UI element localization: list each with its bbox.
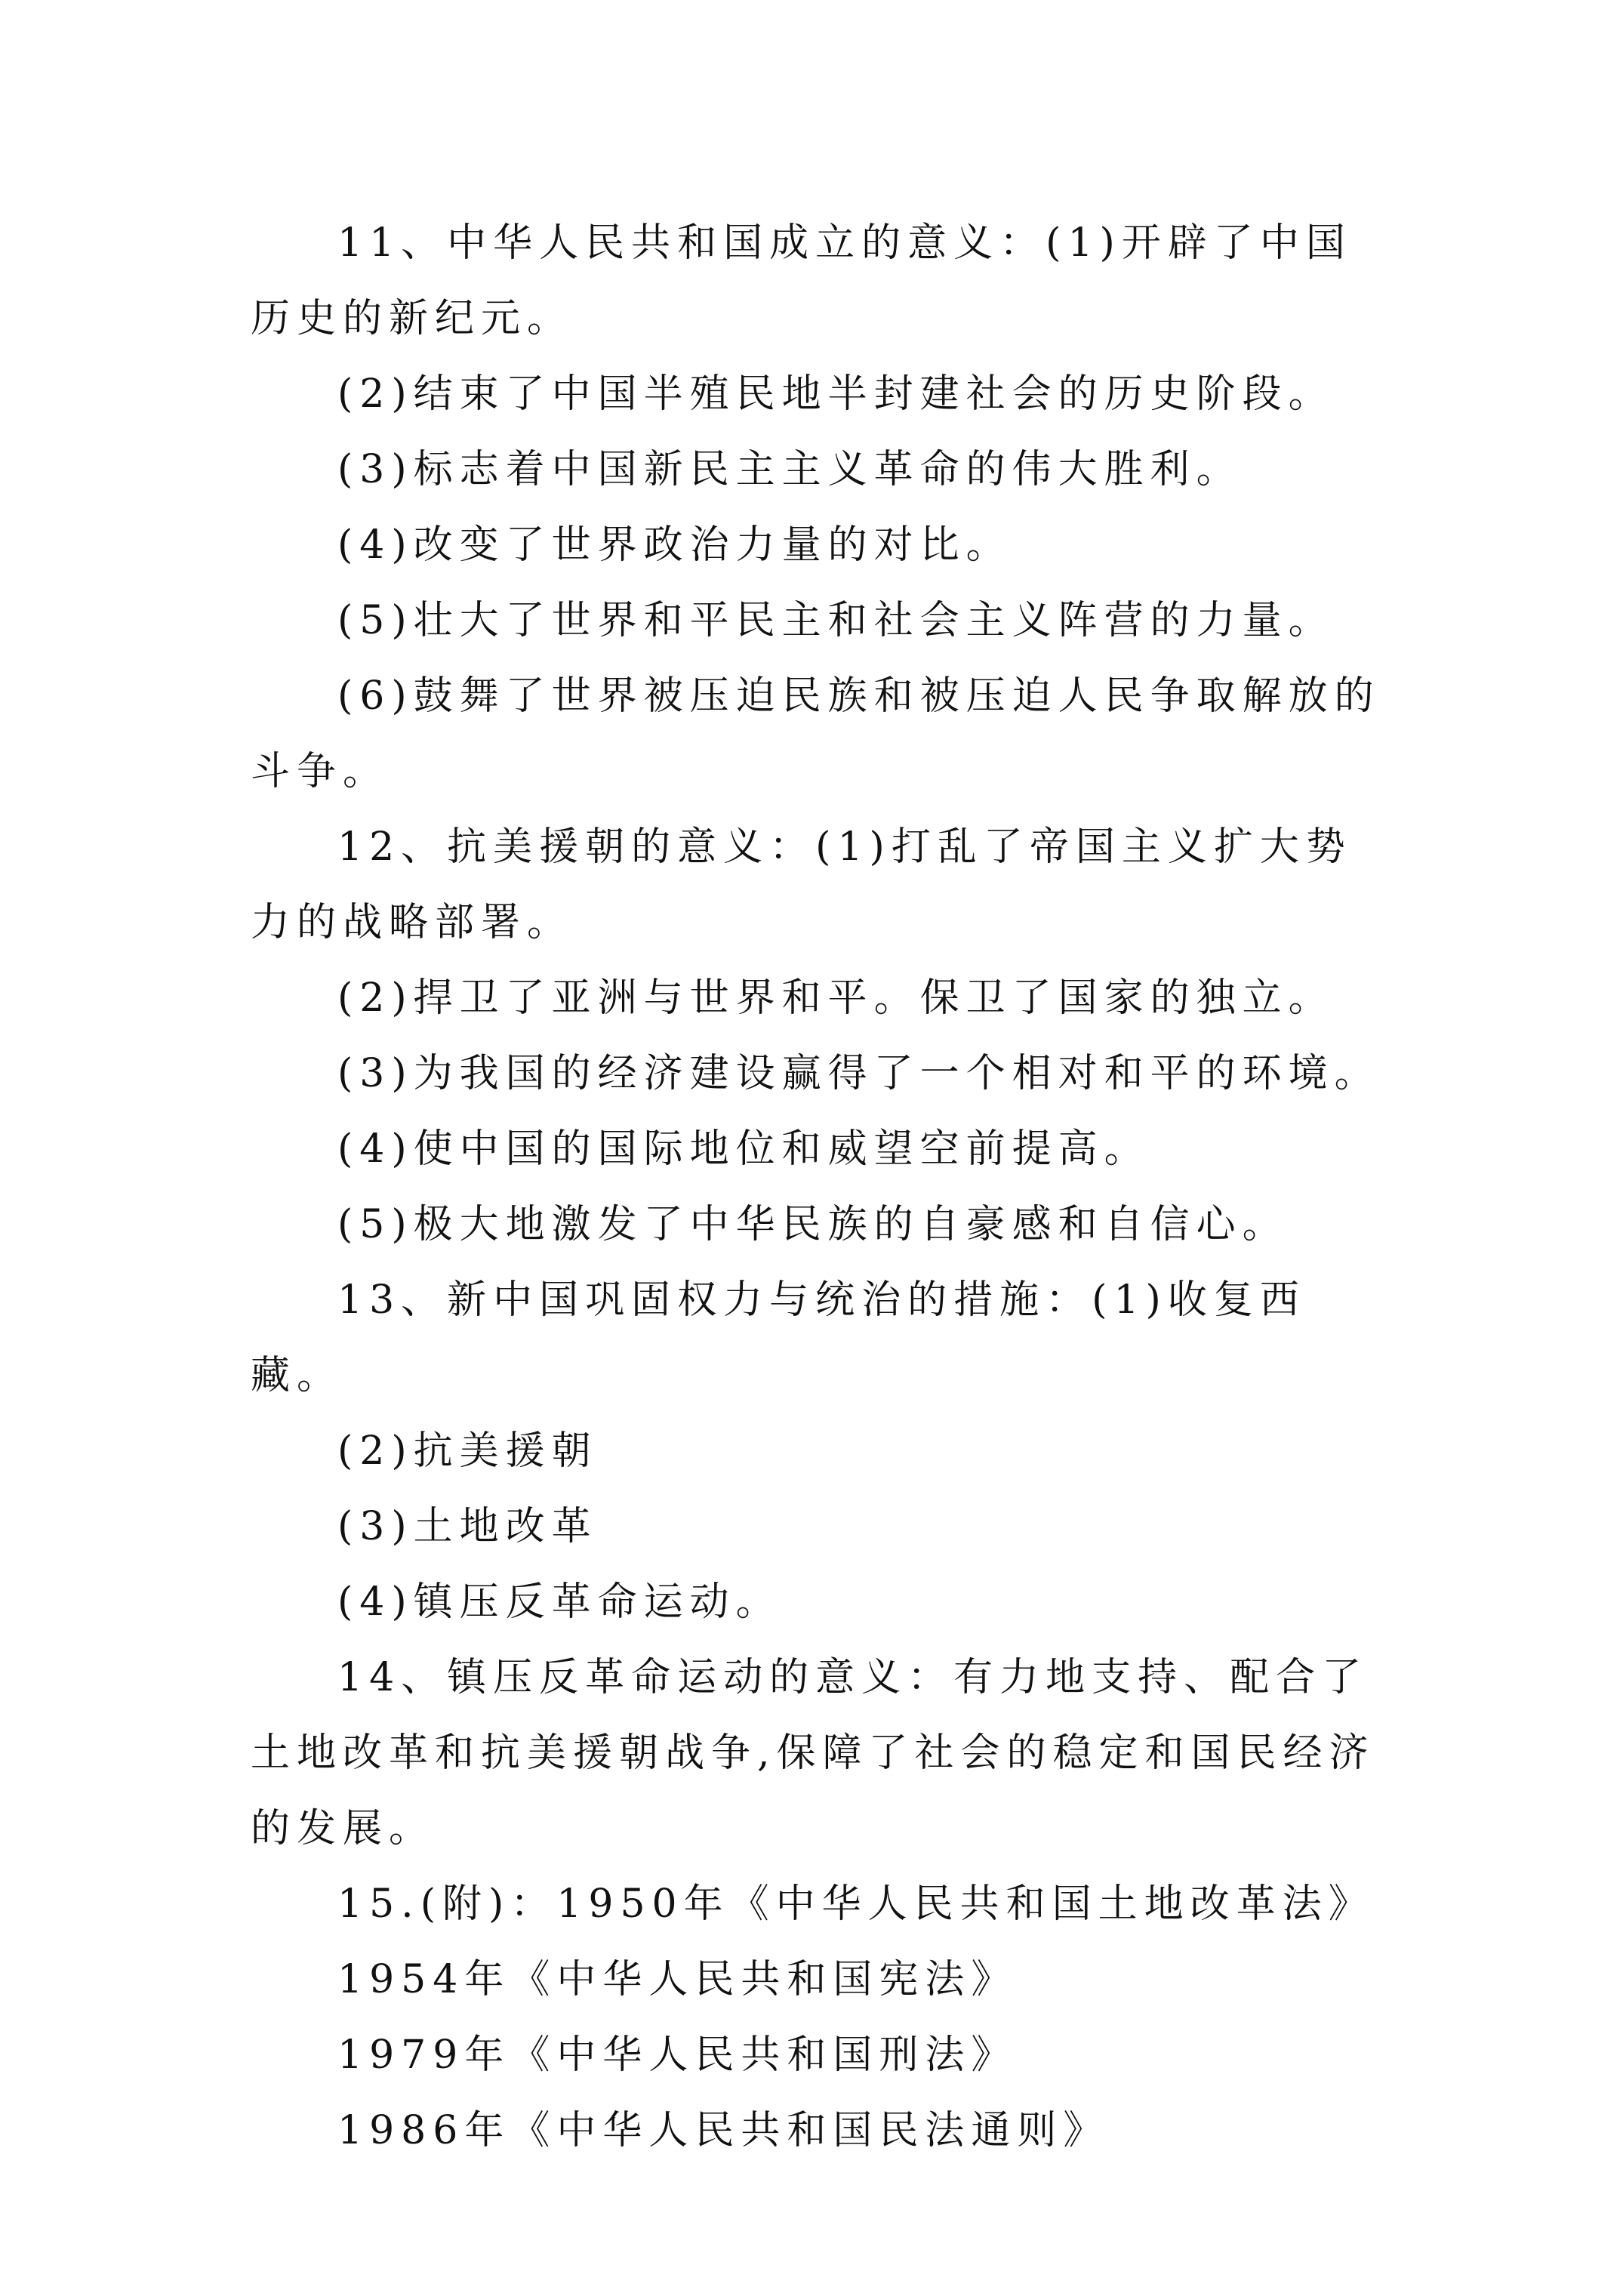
list-item: (2)结束了中国半殖民地半封建社会的历史阶段。 <box>337 371 1335 417</box>
list-item: 1954年《中华人民共和国宪法》 <box>337 1957 1018 2002</box>
list-item: (6)鼓舞了世界被压迫民族和被压迫人民争取解放的斗争。 <box>251 673 1381 794</box>
list-item: (5)极大地激发了中华民族的自豪感和自信心。 <box>337 1202 1289 1247</box>
list-item: (2)抗美援朝 <box>337 1428 598 1474</box>
paragraph-12-korean-war-significance: 12、抗美援朝的意义：(1)打乱了帝国主义扩大势力的战略部署。 <box>251 824 1352 945</box>
list-item: (3)为我国的经济建设赢得了一个相对和平的环境。 <box>337 1051 1381 1096</box>
paragraph-14-suppression-significance: 14、镇压反革命运动的意义：有力地支持、配合了土地改革和抗美援朝战争,保障了社会的稳定和国民经济的发展。 <box>251 1655 1375 1851</box>
list-item: 1986年《中华人民共和国民法通则》 <box>337 2108 1110 2153</box>
list-item: (5)壮大了世界和平民主和社会主义阵营的力量。 <box>337 598 1335 643</box>
list-item: (3)土地改革 <box>337 1504 598 1549</box>
list-item: (4)镇压反革命运动。 <box>337 1579 782 1625</box>
paragraph-13-consolidation-measures: 13、新中国巩固权力与统治的措施：(1)收复西藏。 <box>251 1277 1306 1398</box>
list-item: (2)捍卫了亚洲与世界和平。保卫了国家的独立。 <box>337 975 1335 1021</box>
list-item: (4)改变了世界政治力量的对比。 <box>337 522 1012 568</box>
list-item: (3)标志着中国新民主主义革命的伟大胜利。 <box>337 447 1243 492</box>
document-body <box>251 205 1383 2168</box>
list-item: (4)使中国的国际地位和威望空前提高。 <box>337 1126 1150 1172</box>
paragraph-11-significance-prc-founding: 11、中华人民共和国成立的意义：(1)开辟了中国历史的新纪元。 <box>251 220 1352 341</box>
paragraph-15-appendix-laws: 15.(附)：1950年《中华人民共和国土地改革法》 <box>337 1881 1375 1927</box>
list-item: 1979年《中华人民共和国刑法》 <box>337 2032 1018 2078</box>
